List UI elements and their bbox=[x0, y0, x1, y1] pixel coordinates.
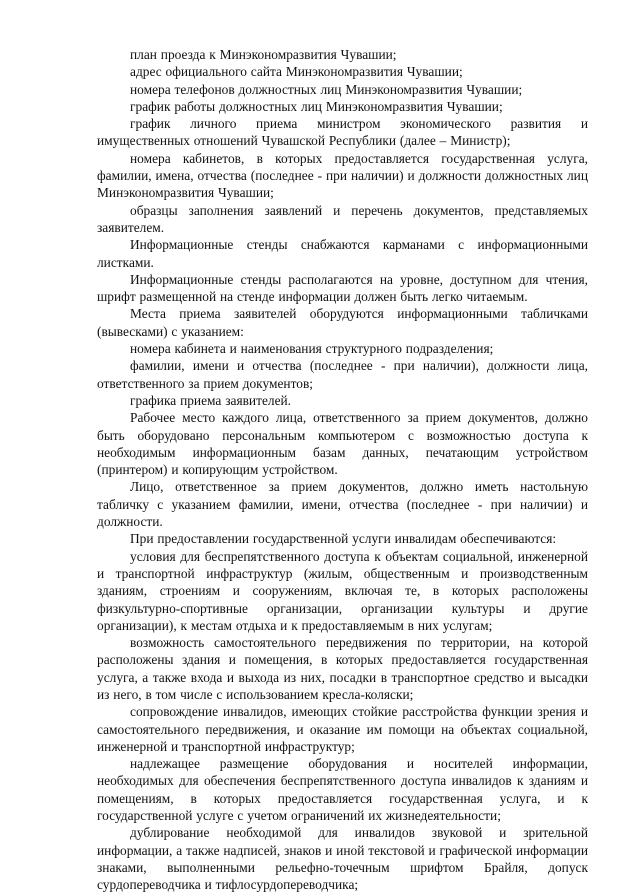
paragraph: надлежащее размещение оборудования и носителей информации, необходимых для обеспечения беспрепятственного доступа инвалидов к зданиям и помещениям, в которых предоставляется государственная услуга, и к государственной услуге с учетом ограничений их жизнедеятельности; bbox=[97, 756, 588, 824]
paragraph: номера кабинетов, в которых предоставляется государственная услуга, фамилии, имена, отчества (последнее - при наличии) и должности должностных лиц Минэкономразвития Чувашии; bbox=[97, 150, 588, 201]
paragraph: адрес официального сайта Минэкономразвития Чувашии; bbox=[130, 64, 463, 80]
paragraph: условия для беспрепятственного доступа к объектам социальной, инженерной и транспортной инфраструктур (жилым, общественным и производственным зданиям, строениям и сооружениям, включая те, в которых расположены физкультурно-спортивные организации, организации культуры и другие организации), к местам отдыха и к предоставляемым в них услугам; bbox=[97, 548, 588, 633]
paragraph: Лицо, ответственное за прием документов, должно иметь настольную табличку с указанием фамилии, имени, отчества (последнее - при наличии) и должности. bbox=[97, 479, 588, 530]
paragraph: При предоставлении государственной услуги инвалидам обеспечиваются: bbox=[130, 531, 557, 547]
paragraph: графика приема заявителей. bbox=[130, 392, 292, 408]
paragraph: номера кабинета и наименования структурного подразделения; bbox=[130, 341, 494, 357]
paragraph: фамилии, имени и отчества (последнее - при наличии), должности лица, ответственного за прием документов; bbox=[97, 358, 588, 391]
paragraph: Информационные стенды снабжаются карманами с информационными листками. bbox=[97, 237, 588, 270]
paragraph: Рабочее место каждого лица, ответственного за прием документов, должно быть оборудовано персональным компьютером с возможностью доступа к необходимым информационным базам данных, печатающим устройством (принтером) и копирующим устройством. bbox=[97, 410, 588, 478]
paragraph: Места приема заявителей оборудуются информационными табличками (вывесками) с указанием: bbox=[97, 306, 588, 339]
paragraph: график работы должностных лиц Минэкономразвития Чувашии; bbox=[130, 98, 503, 114]
paragraph: Информационные стенды располагаются на уровне, доступном для чтения, шрифт размещенной на стенде информации должен быть легко читаемым. bbox=[97, 271, 588, 305]
paragraph: график личного приема министром экономического развития и имущественных отношений Чувашской Республики (далее – Министр); bbox=[97, 116, 588, 149]
paragraph: дублирование необходимой для инвалидов звуковой и зрительной информации, а также надписей, знаков и иной текстовой и графической информации знаками, выполненными рельефно-точечным шрифтом Брайля, допуск сурдопереводчика и тифлосурдопереводчика; bbox=[97, 825, 588, 893]
paragraph: возможность самостоятельного передвижения по территории, на которой расположены здания и помещения, в которых предоставляется государственная услуга, а также входа и выхода из них, посадки в транспортное средство и высадки из него, в том числе с использованием кресла-коляски; bbox=[97, 635, 588, 702]
paragraph: сопровождение инвалидов, имеющих стойкие расстройства функции зрения и самостоятельного передвижения, и оказание им помощи на объектах социальной, инженерной и транспортной инфраструктур; bbox=[97, 704, 588, 754]
paragraph: план проезда к Минэкономразвития Чувашии; bbox=[130, 47, 397, 62]
paragraph: образцы заполнения заявлений и перечень документов, представляемых заявителем. bbox=[97, 202, 588, 235]
paragraph: номера телефонов должностных лиц Минэкономразвития Чувашии; bbox=[130, 81, 523, 97]
